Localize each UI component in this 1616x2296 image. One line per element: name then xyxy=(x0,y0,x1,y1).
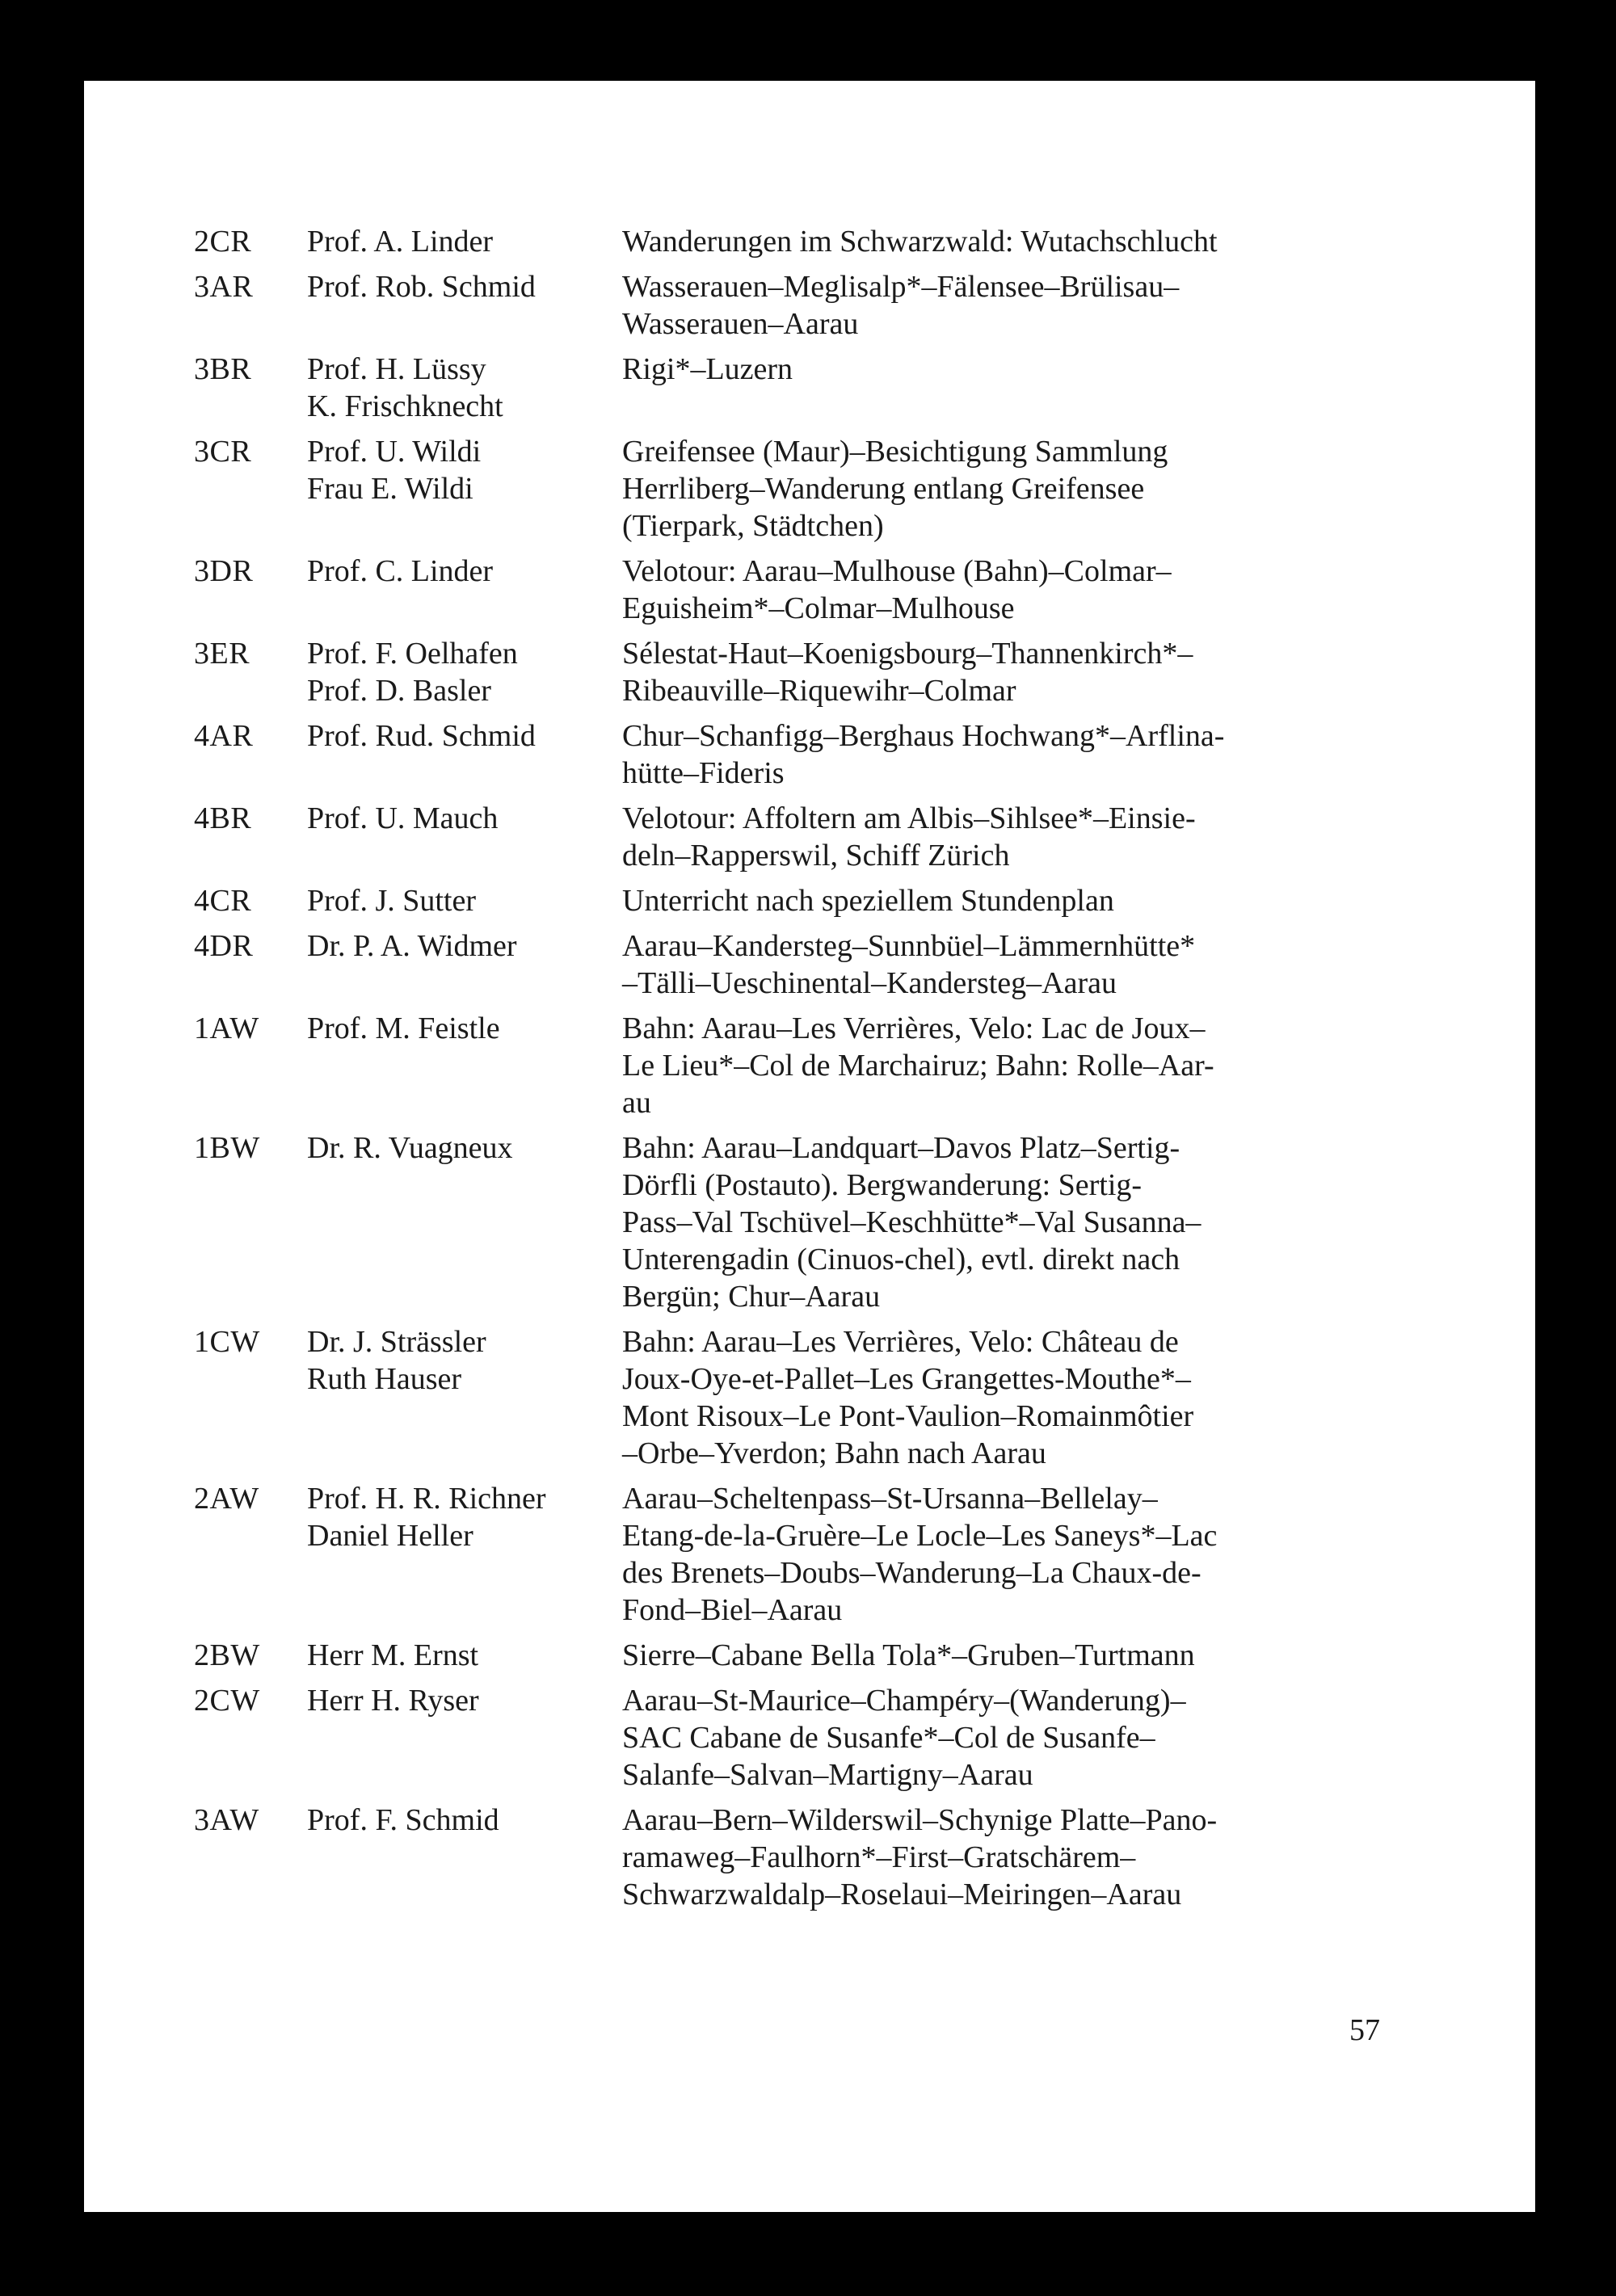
teacher-names xyxy=(307,268,622,305)
teacher-names xyxy=(307,351,622,425)
teacher-names xyxy=(307,1323,622,1398)
class-code: 3CR xyxy=(194,435,252,469)
excursion-route: Bahn: Aarau–Les Verrières, Velo: Lac de Joux– Le Lieu*–Col de Marchairuz; Bahn: Rolle–Aar- au xyxy=(622,1011,1214,1120)
class-code: 2CW xyxy=(194,1684,260,1718)
teacher-name: Prof. F. Schmid xyxy=(307,1803,499,1837)
excursion-route: Sélestat-Haut–Koenigsbourg–Thannenkirch*– Ribeauville–Riquewihr–Colmar xyxy=(622,637,1193,708)
table-row xyxy=(194,1637,1422,1674)
excursion-route: Greifensee (Maur)–Besichtigung Sammlung Herrliberg–Wanderung entlang Greifensee (Tierpark, Städtchen) xyxy=(622,435,1168,543)
teacher-names xyxy=(307,927,622,965)
teacher-name: Prof. H. R. Richner xyxy=(307,1482,546,1516)
excursion-table xyxy=(194,223,1422,1921)
teacher-name: Prof. Rob. Schmid xyxy=(307,270,536,304)
table-row xyxy=(194,800,1422,874)
teacher-name: Prof. M. Feistle xyxy=(307,1011,500,1045)
teacher-names xyxy=(307,717,622,755)
teacher-names xyxy=(307,800,622,837)
table-row xyxy=(194,635,1422,709)
teacher-names xyxy=(307,635,622,709)
teacher-name: Dr. J. Strässler xyxy=(307,1325,486,1359)
teacher-names xyxy=(307,1682,622,1719)
teacher-name: Prof. H. Lüssy xyxy=(307,352,486,386)
teacher-name: Prof. U. Mauch xyxy=(307,801,499,835)
excursion-route: Velotour: Affoltern am Albis–Sihlsee*–Einsie- deln–Rapperswil, Schiff Zürich xyxy=(622,801,1196,873)
teacher-name: Dr. P. A. Widmer xyxy=(307,929,517,963)
class-code: 2BW xyxy=(194,1638,260,1672)
excursion-route: Velotour: Aarau–Mulhouse (Bahn)–Colmar– Eguisheim*–Colmar–Mulhouse xyxy=(622,554,1172,625)
document-page xyxy=(84,81,1535,2212)
table-row xyxy=(194,1480,1422,1629)
table-row xyxy=(194,223,1422,260)
class-code: 4BR xyxy=(194,801,252,835)
excursion-route: Aarau–Bern–Wilderswil–Schynige Platte–Pano- ramaweg–Faulhorn*–First–Gratschärem– Schwarzwaldalp–Roselaui–Meiringen–Aarau xyxy=(622,1803,1218,1911)
table-row xyxy=(194,351,1422,425)
class-code: 3BR xyxy=(194,352,252,386)
table-row xyxy=(194,882,1422,919)
excursion-route: Chur–Schanfigg–Berghaus Hochwang*–Arflina- hütte–Fideris xyxy=(622,719,1225,790)
teacher-name: Prof. D. Basler xyxy=(307,674,491,708)
teacher-name: Ruth Hauser xyxy=(307,1362,462,1396)
teacher-names xyxy=(307,223,622,260)
excursion-route: Bahn: Aarau–Landquart–Davos Platz–Sertig- Dörfli (Postauto). Bergwanderung: Sertig- Pass–Val Tschüvel–Keschhütte*–Val Susanna– Unterengadin (Cinuos-chel), evtl. direkt nach Bergün; Chur–Aarau xyxy=(622,1131,1201,1314)
class-code: 4CR xyxy=(194,884,252,918)
table-row xyxy=(194,1802,1422,1913)
teacher-name: K. Frischknecht xyxy=(307,389,503,423)
teacher-name: Prof. C. Linder xyxy=(307,554,494,588)
class-code: 1AW xyxy=(194,1011,259,1045)
teacher-name: Prof. Rud. Schmid xyxy=(307,719,536,753)
teacher-names xyxy=(307,1802,622,1839)
excursion-route: Unterricht nach speziellem Stundenplan xyxy=(622,884,1114,918)
class-code: 2AW xyxy=(194,1482,259,1516)
teacher-names xyxy=(307,1480,622,1554)
table-row xyxy=(194,1682,1422,1793)
table-row xyxy=(194,268,1422,343)
class-code: 3DR xyxy=(194,554,254,588)
table-row xyxy=(194,1010,1422,1121)
table-row xyxy=(194,553,1422,627)
teacher-name: Frau E. Wildi xyxy=(307,472,473,506)
teacher-name: Dr. R. Vuagneux xyxy=(307,1131,513,1165)
teacher-name: Prof. U. Wildi xyxy=(307,435,482,469)
class-code: 4AR xyxy=(194,719,254,753)
excursion-route: Aarau–Scheltenpass–St-Ursanna–Bellelay– Etang-de-la-Gruère–Le Locle–Les Saneys*–Lac des Brenets–Doubs–Wanderung–La Chaux-de- Fond–Biel–Aarau xyxy=(622,1482,1218,1627)
table-row xyxy=(194,927,1422,1002)
table-row xyxy=(194,1323,1422,1472)
table-row xyxy=(194,433,1422,545)
table-row xyxy=(194,717,1422,792)
teacher-name: Prof. F. Oelhafen xyxy=(307,637,518,671)
teacher-name: Prof. A. Linder xyxy=(307,225,494,259)
excursion-route: Rigi*–Luzern xyxy=(622,352,793,386)
teacher-names xyxy=(307,433,622,507)
class-code: 1CW xyxy=(194,1325,260,1359)
table-row xyxy=(194,1129,1422,1315)
excursion-route: Sierre–Cabane Bella Tola*–Gruben–Turtmann xyxy=(622,1638,1195,1672)
class-code: 4DR xyxy=(194,929,254,963)
excursion-route: Aarau–St-Maurice–Champéry–(Wanderung)– SAC Cabane de Susanfe*–Col de Susanfe– Salanfe–Salvan–Martigny–Aarau xyxy=(622,1684,1186,1792)
excursion-route: Aarau–Kandersteg–Sunnbüel–Lämmernhütte* –Tälli–Ueschinental–Kandersteg–Aarau xyxy=(622,929,1196,1000)
teacher-name: Herr M. Ernst xyxy=(307,1638,479,1672)
teacher-names xyxy=(307,1637,622,1674)
teacher-name: Herr H. Ryser xyxy=(307,1684,479,1718)
class-code: 1BW xyxy=(194,1131,260,1165)
class-code: 3ER xyxy=(194,637,250,671)
class-code: 3AR xyxy=(194,270,254,304)
page-number: 57 xyxy=(1349,2013,1380,2047)
teacher-name: Daniel Heller xyxy=(307,1519,473,1553)
teacher-names xyxy=(307,553,622,590)
teacher-names xyxy=(307,1010,622,1047)
excursion-route: Wasserauen–Meglisalp*–Fälensee–Brülisau– Wasserauen–Aarau xyxy=(622,270,1180,341)
excursion-route: Bahn: Aarau–Les Verrières, Velo: Château de Joux-Oye-et-Pallet–Les Grangettes-Mouthe*– Mont Risoux–Le Pont-Vaulion–Romainmôtier –Orbe–Yverdon; Bahn nach Aarau xyxy=(622,1325,1194,1470)
class-code: 3AW xyxy=(194,1803,259,1837)
teacher-names xyxy=(307,882,622,919)
teacher-name: Prof. J. Sutter xyxy=(307,884,476,918)
teacher-names xyxy=(307,1129,622,1167)
excursion-route: Wanderungen im Schwarzwald: Wutachschlucht xyxy=(622,225,1218,259)
class-code: 2CR xyxy=(194,225,252,259)
